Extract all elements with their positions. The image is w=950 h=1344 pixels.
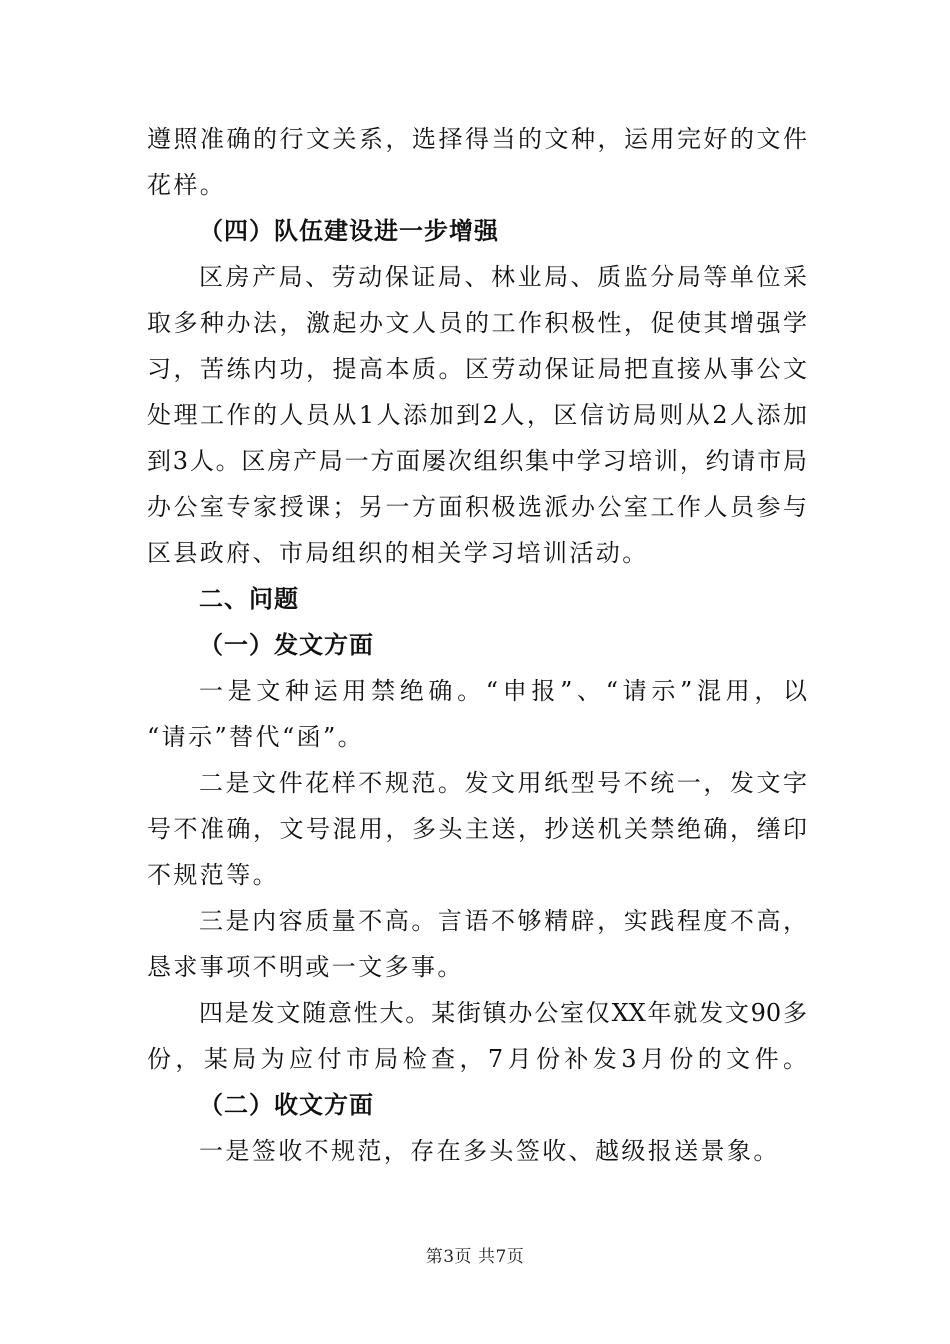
- body-text-line: 遵照准确的行文关系，选择得当的文种，运用完好的文件: [147, 125, 807, 153]
- body-text-line: “请示”替代“函”。: [147, 723, 365, 751]
- document-body: [147, 116, 807, 1174]
- section-heading: 二、问题: [199, 584, 299, 613]
- body-text-line: 办公室专家授课；另一方面积极选派办公室工作人员参与: [147, 493, 807, 521]
- body-text-line: 到3人。区房产局一方面屡次组织集中学习培训，约请市局: [147, 447, 807, 475]
- body-text-line: 四是发文随意性大。某街镇办公室仅XX年就发文90多: [199, 999, 807, 1027]
- body-text-line: 区县政府、市局组织的相关学习培训活动。: [147, 539, 649, 567]
- body-text-line: 习，苦练内功，提高本质。区劳动保证局把直接从事公文: [147, 355, 807, 383]
- body-text-line: 区房产局、劳动保证局、林业局、质监分局等单位采: [199, 263, 807, 291]
- body-text-line: 取多种办法，激起办文人员的工作积极性，促使其增强学: [147, 309, 807, 337]
- section-heading: （一）发文方面: [199, 630, 374, 659]
- body-text-line: 号不准确，文号混用，多头主送，抄送机关禁绝确，缮印: [147, 815, 807, 843]
- body-text-line: 份，某局为应付市局检查，7月份补发3月份的文件。: [147, 1045, 807, 1073]
- section-heading: （四）队伍建设进一步增强: [199, 216, 499, 245]
- body-text-line: 恳求事项不明或一文多事。: [147, 953, 464, 981]
- body-text-line: 不规范等。: [147, 861, 279, 889]
- body-text-line: 一是签收不规范，存在多头签收、越级报送景象。: [199, 1137, 780, 1165]
- section-heading: （二）收文方面: [199, 1090, 374, 1119]
- body-text-line: 花样。: [147, 171, 227, 199]
- body-text-line: 二是文件花样不规范。发文用纸型号不统一，发文字: [199, 769, 807, 797]
- body-text-line: 一是文种运用禁绝确。“申报”、“请示”混用，以: [199, 677, 807, 705]
- body-text-line: 处理工作的人员从1人添加到2人，区信访局则从2人添加: [147, 401, 807, 429]
- page-footer: 第3页 共7页: [425, 1247, 525, 1267]
- body-text-line: 三是内容质量不高。言语不够精辟，实践程度不高，: [199, 907, 807, 935]
